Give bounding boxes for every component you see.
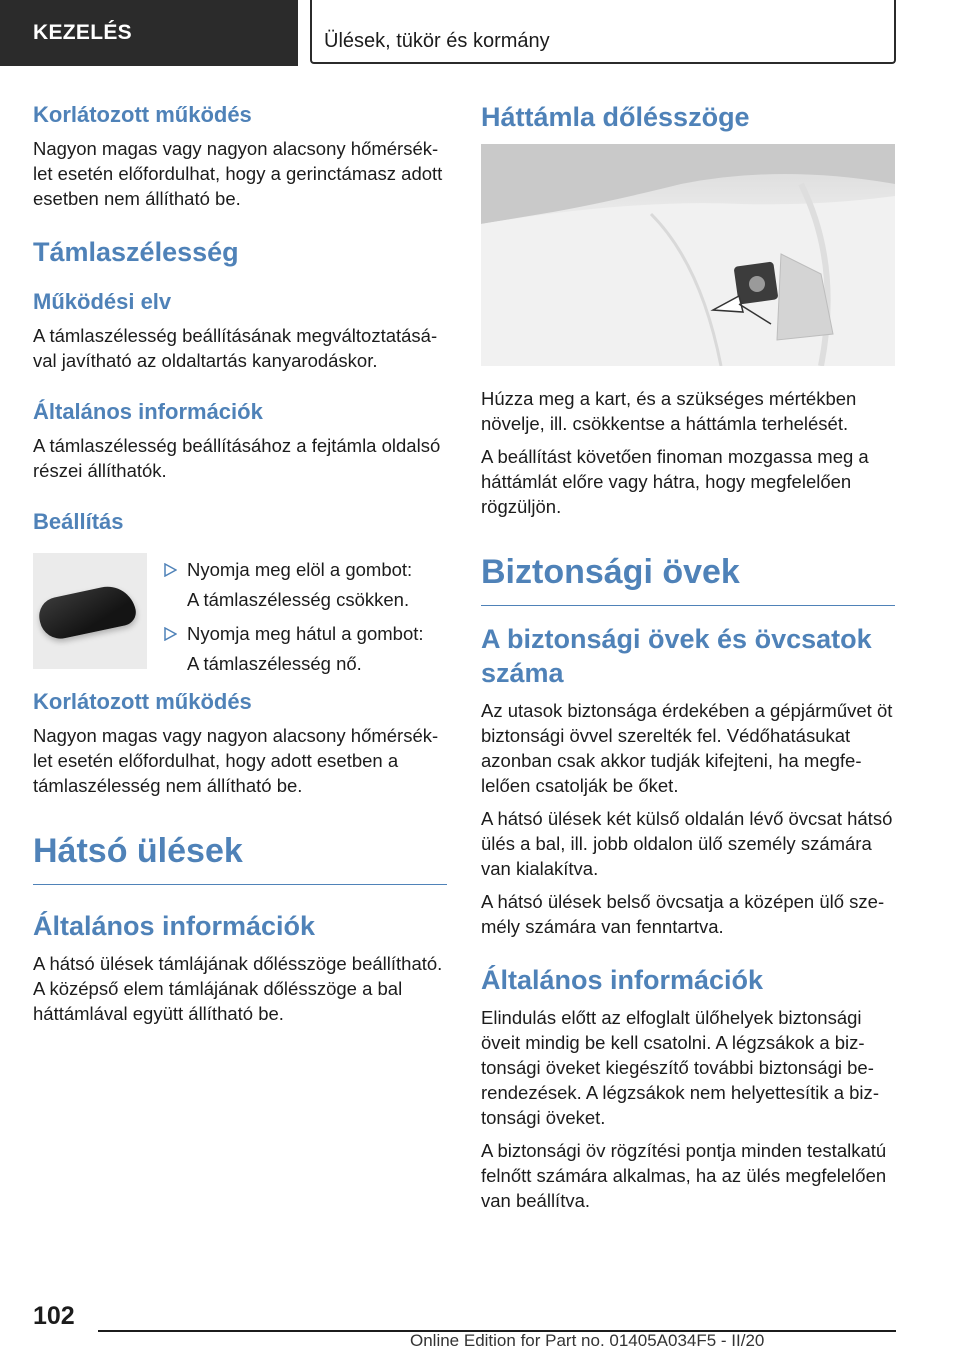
heading-general-info-1: Általános információk [33,399,263,424]
heading-limited-function-2: Korlátozott működés [33,689,252,714]
adjustment-steps [163,557,448,685]
heading-general-info-3: Általános információk [481,965,764,995]
step-1 [163,557,448,583]
heading-principle: Működési elv [33,289,172,314]
paragraph-belt-count-2: A hátsó ülések két külső oldalán lévő övcsat hátsó ülés a bal, ill. jobb oldalon ülő személy számára van kialakítva. [481,808,893,879]
backrest-lever-illustration [481,144,895,366]
triangle-right-outline-icon [163,563,177,577]
adjustment-block [33,553,447,674]
right-column [481,100,895,1221]
step-2-result: A támlaszélesség nő. [187,653,362,674]
paragraph-principle: A támlaszélesség beállításának megváltoztatásával javítható az oldaltartás kanyarodáskor. [33,325,438,371]
step-1-action: Nyomja meg elöl a gombot: [187,559,413,580]
paragraph-limited-function-2: Nagyon magas vagy nagyon alacsony hőmérséklet esetén előfordulhat, hogy adott esetben a támlaszélesség nem állítható be. [33,725,439,796]
paragraph-belt-count-3: A hátsó ülések belső övcsatja a középen ülő személy számára van fenntartva. [481,891,885,937]
heading-seat-belts: Biztonsági övek [481,551,895,606]
heading-adjustment: Beállítás [33,509,124,534]
width-button-image [33,553,147,669]
page-header [0,0,960,66]
left-column [33,100,447,1034]
heading-rear-seats: Hátsó ülések [33,830,447,885]
page-number: 102 [33,1302,75,1330]
heading-general-info-2: Általános információk [33,911,316,941]
paragraph-general-info-3a: Elindulás előtt az elfoglalt ülőhelyek biztonsági öveit mindig be kell csatolni. A légzsákok a biztonsági öveket kiegészítő további biztonsági berendezések. A légzsákok nem helyettesítik a biztonsági öveket. [481,1007,879,1128]
heading-limited-function-1: Korlátozott működés [33,102,252,127]
step-1-result: A támlaszélesség csökken. [187,589,410,610]
heading-backrest-angle: Háttámla dőlésszöge [481,102,750,132]
paragraph-limited-function-1: Nagyon magas vagy nagyon alacsony hőmérséklet esetén előfordulhat, hogy a gerinctámasz adott esetben nem állítható be. [33,138,443,209]
heading-belt-count: A biztonsági övek és övcsatok száma [481,624,872,688]
step-2 [163,621,448,647]
paragraph-general-info-1: A támlaszélesség beállításához a fejtámla oldalsó részei állíthatók. [33,435,441,481]
paragraph-belt-count-1: Az utasok biztonsága érdekében a gépjárművet öt biztonsági övvel szerelték fel. Védőhatásukat azonban csak akkor tudják kifejteni, ha megfelelően csatolják be őket. [481,700,893,796]
backrest-lever-image [481,144,895,366]
paragraph-general-info-3b: A biztonsági öv rögzítési pontja minden testalkatú felnőtt számára alkalmas, ha az ülés megfelelően van beállítva. [481,1140,887,1211]
edition-note: Online Edition for Part no. 01405A034F5 - II/20 [410,1331,765,1350]
paragraph-general-info-2: A hátsó ülések támlájának dőlésszöge beállítható. A középső elem támlájának dőlésszöge a bal háttámlával együtt állítható be. [33,953,443,1024]
page-footer [0,1290,960,1362]
paragraph-backrest-2: A beállítást követően finoman mozgassa meg a háttámlát előre vagy hátra, hogy megfelelően rögzüljön. [481,446,869,517]
chapter-tab: KEZELÉS [0,0,298,66]
width-button-knob [36,581,139,642]
heading-backrest-width: Támlaszélesség [33,237,239,267]
triangle-right-outline-icon [163,627,177,641]
step-2-action: Nyomja meg hátul a gombot: [187,623,424,644]
paragraph-backrest-1: Húzza meg a kart, és a szükséges mértékben növelje, ill. csökkentse a háttámla terhelését. [481,388,857,434]
section-title: Ülések, tükör és kormány [310,0,896,64]
